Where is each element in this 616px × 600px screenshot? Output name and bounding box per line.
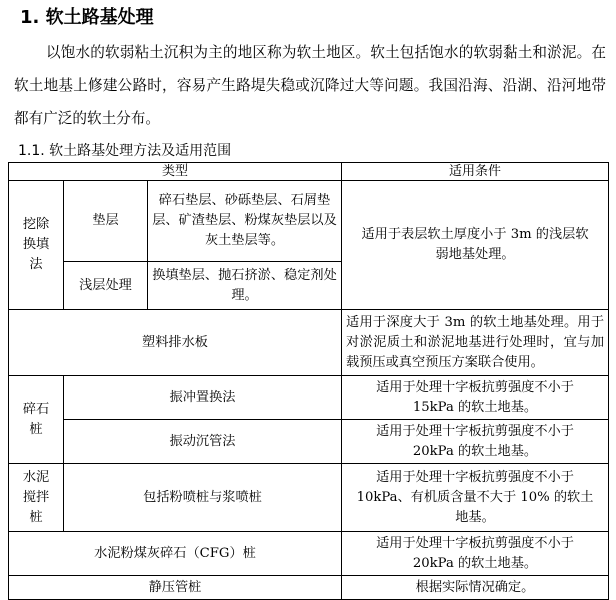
cell-dianceng-desc: 碎石垫层、砂砾垫层、石屑垫层、矿渣垫层、粉煤灰垫层以及灰土垫层等。 xyxy=(148,181,342,262)
table-row xyxy=(9,310,609,376)
cell-zhenchong: 振冲置换法 xyxy=(64,376,342,420)
subsection-heading: 1.1. 软土路基处理方法及适用范围 xyxy=(18,143,232,159)
method-table xyxy=(8,162,609,600)
cell-cfg-cond: 适用于处理十字板抗剪强度不小于 20kPa 的软土地基。 xyxy=(342,532,609,576)
table-row xyxy=(9,464,609,532)
cell-zhendong: 振动沉管法 xyxy=(64,420,342,464)
cell-wajiu: 挖除换填法 xyxy=(9,181,64,310)
cell-suishi: 碎石桩 xyxy=(9,376,64,464)
table-row xyxy=(9,181,609,262)
table-row xyxy=(9,420,609,464)
table-row xyxy=(9,532,609,576)
cell-zhenchong-cond: 适用于处理十字板抗剪强度不小于 15kPa 的软土地基。 xyxy=(342,376,609,420)
cell-fenpen: 包括粉喷桩与浆喷桩 xyxy=(64,464,342,532)
table-row xyxy=(9,576,609,600)
cell-suliao: 塑料排水板 xyxy=(9,310,342,376)
cell-qiancheng-desc: 换填垫层、抛石挤淤、稳定剂处理。 xyxy=(148,262,342,310)
cell-cfg: 水泥粉煤灰碎石（CFG）桩 xyxy=(9,532,342,576)
table-header-row xyxy=(9,163,609,181)
intro-paragraph: 以饱水的软弱粘土沉积为主的地区称为软土地区。软土包括饱水的软弱黏土和淤泥。在软土地基上修建公路时，容易产生路堤失稳或沉降过大等问题。我国沿海、沿湖、沿河地带都有广泛的软土分布。 xyxy=(14,44,606,127)
cell-wajiu-cond: 适用于表层软土厚度小于 3m 的浅层软弱地基处理。 xyxy=(342,181,609,310)
cell-shuini: 水泥搅拌桩 xyxy=(9,464,64,532)
cell-zhendong-cond: 适用于处理十字板抗剪强度不小于 20kPa 的软土地基。 xyxy=(342,420,609,464)
cell-dianceng: 垫层 xyxy=(64,181,148,262)
section-heading: 1. 软土路基处理 xyxy=(20,7,154,28)
cell-fenpen-cond: 适用于处理十字板抗剪强度不小于 10kPa、有机质含量不大于 10% 的软土地基。 xyxy=(342,464,609,532)
cell-qiancheng: 浅层处理 xyxy=(64,262,148,310)
cell-jingya-cond: 根据实际情况确定。 xyxy=(342,576,609,600)
cell-jingya: 静压管桩 xyxy=(9,576,342,600)
header-condition: 适用条件 xyxy=(342,163,609,181)
header-type: 类型 xyxy=(9,163,342,181)
cell-suliao-cond: 适用于深度大于 3m 的软土地基处理。用于对淤泥质土和淤泥地基进行处理时，宜与加载预压或真空预压方案联合使用。 xyxy=(342,310,609,376)
table-row xyxy=(9,376,609,420)
